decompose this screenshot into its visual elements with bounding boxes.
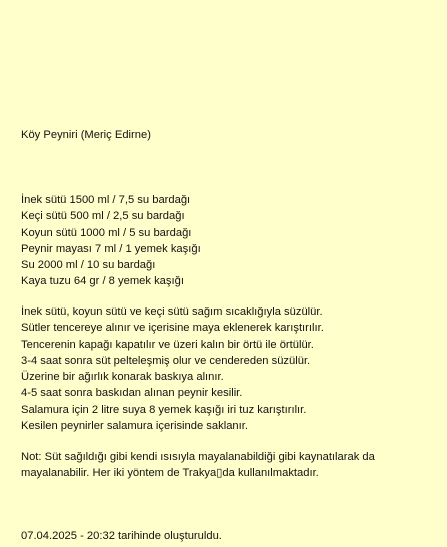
steps-list	[21, 304, 324, 434]
step-item: Kesilen peynirler salamura içerisinde saklanır.	[21, 420, 248, 433]
ingredient-item: Su 2000 ml / 10 su bardağı	[21, 259, 156, 272]
created-timestamp: 07.04.2025 - 20:32 tarihinde oluşturuldu.	[21, 530, 222, 542]
ingredient-item: Peynir mayası 7 ml / 1 yemek kaşığı	[21, 242, 201, 255]
recipe-note: Not: Süt sağıldığı gibi kendi ısısıyla mayalanabildiği gibi kaynatılarak da mayalanabilir. Her iki yöntem de Trakya▯da kullanılmaktadır.	[21, 451, 375, 480]
ingredient-item: Koyun sütü 1000 ml / 5 su bardağı	[21, 226, 192, 239]
step-item: Salamura için 2 litre suya 8 yemek kaşığı iri tuz karıştırılır.	[21, 403, 307, 416]
step-item: Tencerenin kapağı kapatılır ve üzeri kalın bir örtü ile örtülür.	[21, 338, 314, 351]
step-item: Üzerine bir ağırlık konarak baskıya alınır.	[21, 371, 224, 384]
ingredients-list	[21, 192, 201, 290]
step-item: 4-5 saat sonra baskıdan alınan peynir kesilir.	[21, 387, 243, 400]
ingredient-item: İnek sütü 1500 ml / 7,5 su bardağı	[21, 194, 191, 206]
recipe-title: Köy Peyniri (Meriç Edirne)	[21, 129, 151, 141]
step-item: İnek sütü, koyun sütü ve keçi sütü sağım sıcaklığıyla süzülür.	[21, 306, 323, 318]
ingredient-item: Kaya tuzu 64 gr / 8 yemek kaşığı	[21, 275, 184, 288]
step-item: 3-4 saat sonra süt pelteleşmiş olur ve cendereden süzülür.	[21, 354, 311, 367]
step-item: Sütler tencereye alınır ve içerisine maya eklenerek karıştırılır.	[21, 322, 324, 335]
ingredient-item: Keçi sütü 500 ml / 2,5 su bardağı	[21, 210, 185, 223]
